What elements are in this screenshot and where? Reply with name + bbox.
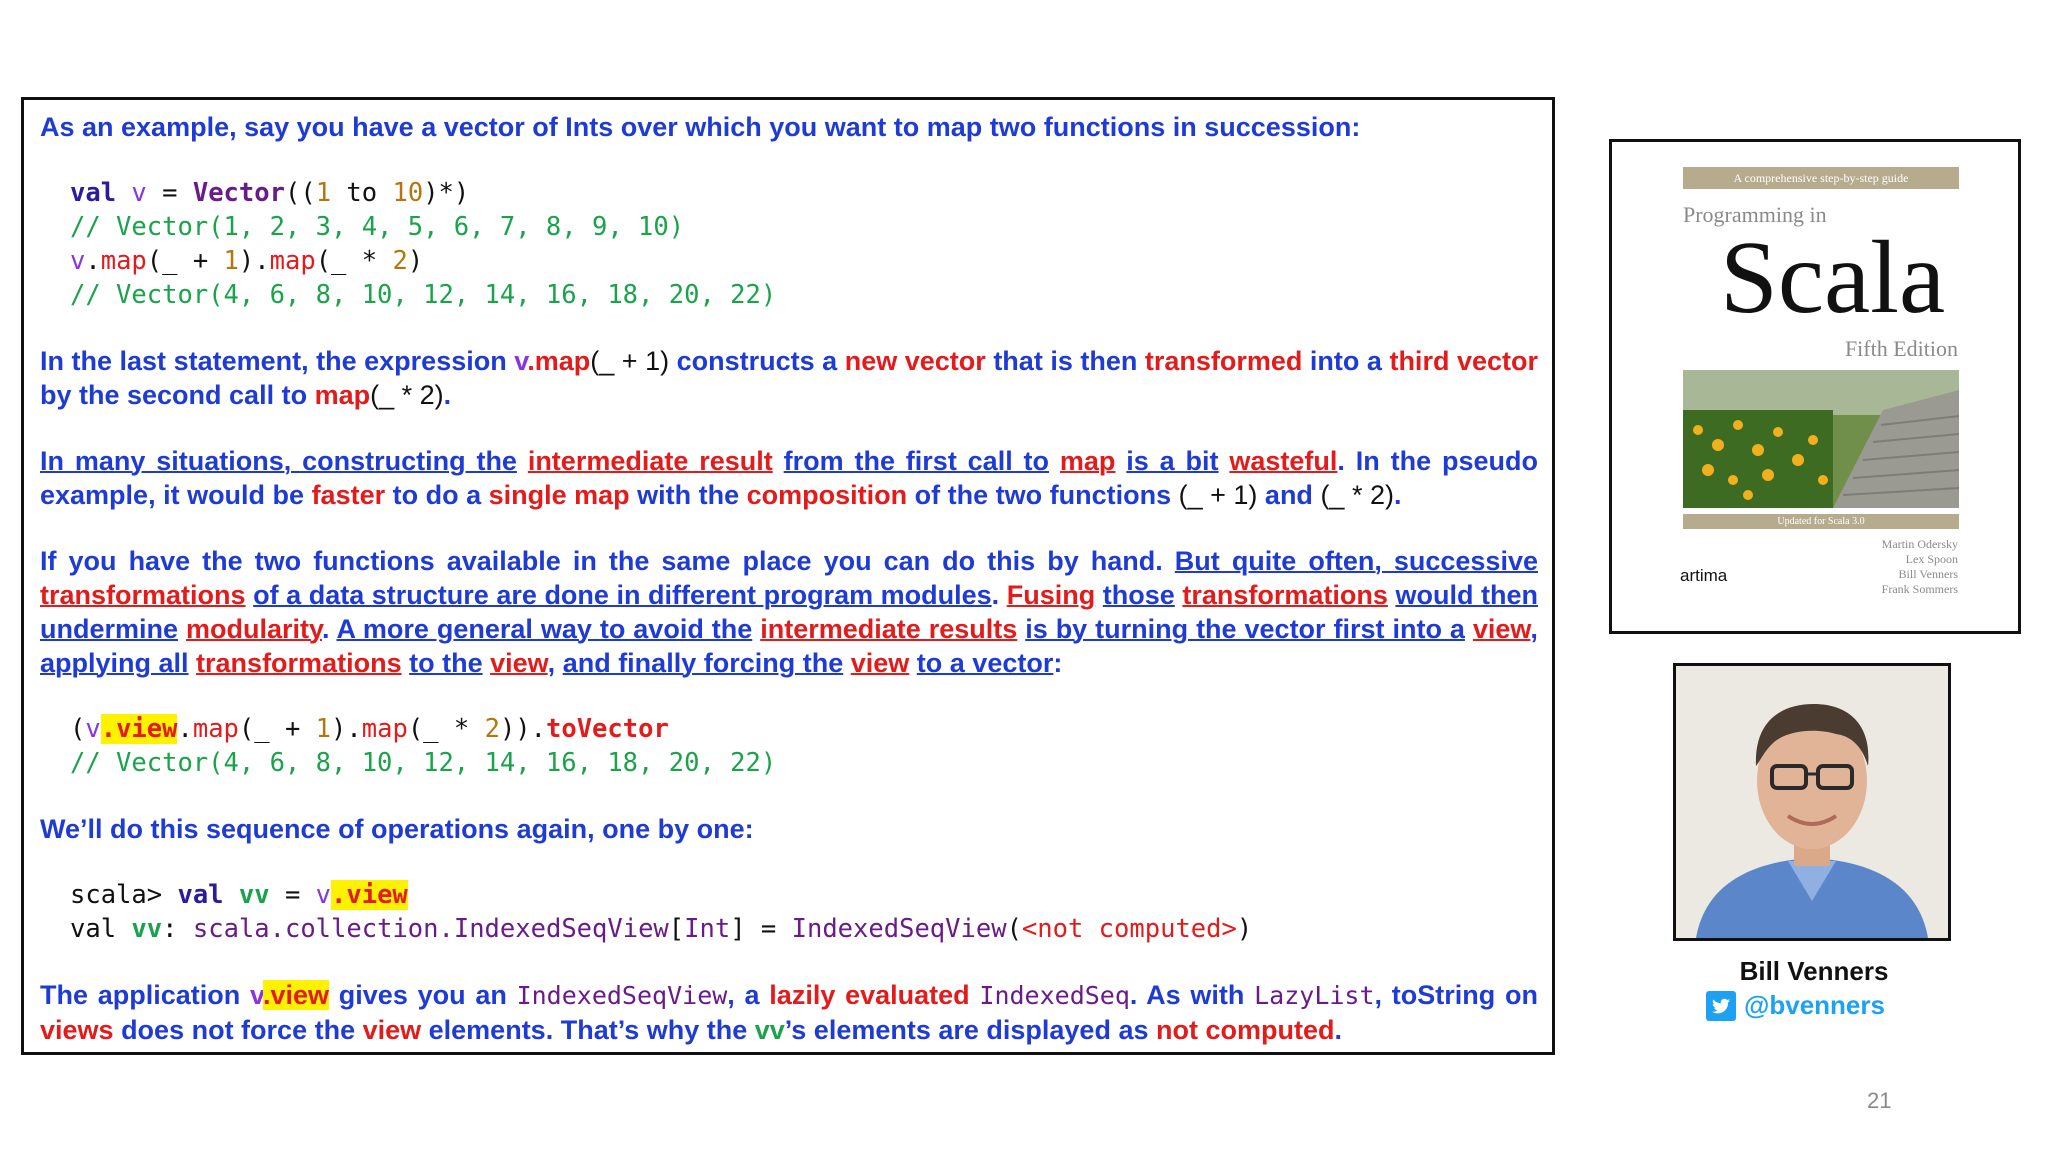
underlined-text: from the first call to <box>783 446 1050 476</box>
code-method: map <box>100 246 147 276</box>
twitter-icon <box>1706 991 1736 1021</box>
code-text: (( <box>284 178 316 208</box>
code-text: . <box>85 246 101 276</box>
text: and <box>1257 480 1321 510</box>
underlined-text: A more general way to avoid the <box>336 614 753 644</box>
book-banner: A comprehensive step-by-step guide <box>1683 167 1959 189</box>
code-number: 1 <box>223 246 239 276</box>
text: , a <box>727 980 770 1010</box>
book-updated-band: Updated for Scala 3.0 <box>1683 514 1959 529</box>
code-comment: // Vector(4, 6, 8, 10, 12, 14, 16, 18, 20, 22) <box>70 280 777 310</box>
code-type: IndexedSeqView <box>791 914 1007 944</box>
underlined-text: would then undermine <box>40 580 1538 644</box>
emphasis: intermediate results <box>760 614 1018 644</box>
book-author: Lex Spoon <box>1905 552 1958 566</box>
code-var: v <box>131 178 147 208</box>
underlined-text: is a bit <box>1126 446 1219 476</box>
inline-type: IndexedSeq <box>979 981 1130 1010</box>
inline-type: LazyList <box>1254 981 1375 1010</box>
underlined-text: of a data structure are done in different program modules <box>253 580 992 610</box>
underlined-text: applying all <box>40 648 189 678</box>
book-author: Bill Venners <box>1898 567 1958 581</box>
code-highlighted-view: .view <box>331 880 408 910</box>
emphasis: map <box>1059 446 1116 476</box>
code-number: 1 <box>315 178 332 208</box>
code-number: 2 <box>484 714 500 744</box>
emphasis: transformations <box>40 580 246 610</box>
intro-paragraph: As an example, say you have a vector of Ints over which you want to map two functions in succession: <box>40 112 1361 142</box>
code-highlighted-view: .view <box>100 714 178 744</box>
text: , <box>1530 614 1538 644</box>
text: with the <box>629 480 747 510</box>
code-block-vector-map <box>70 176 1538 312</box>
emphasis: new vector <box>844 346 986 376</box>
code-var: v <box>85 714 101 744</box>
inline-args: (_ * 2) <box>1320 480 1394 510</box>
code-text: to <box>331 178 393 208</box>
emphasis: view <box>1472 614 1531 644</box>
underlined-text: In many situations, constructing the <box>40 446 517 476</box>
text: that is then <box>985 346 1145 376</box>
text: If you have the two functions available in the same place you can do this by hand. <box>40 546 1175 576</box>
underlined-text: to a vector <box>916 648 1054 678</box>
page-number: 21 <box>1867 1088 1892 1113</box>
code-text: ) <box>1236 914 1253 944</box>
code-comment: // Vector(1, 2, 3, 4, 5, 6, 7, 8, 9, 10) <box>70 212 685 242</box>
emphasis: single map <box>488 480 630 510</box>
inline-args: (_ + 1) <box>590 346 670 376</box>
code-number: 2 <box>392 246 408 276</box>
inline-args: (_ * 2) <box>370 380 444 410</box>
emphasis: Fusing <box>1006 580 1096 610</box>
code-comment: // Vector(4, 6, 8, 10, 12, 14, 16, 18, 20, 22) <box>70 748 777 778</box>
text: The application <box>40 980 250 1010</box>
text: gives you an <box>329 980 517 1010</box>
emphasis: modularity <box>185 614 322 644</box>
code-number: 1 <box>315 714 332 744</box>
emphasis: views <box>40 1015 114 1045</box>
author-name: Bill Venners <box>1739 956 1889 986</box>
book-author: Frank Sommers <box>1881 582 1958 596</box>
inline-var: vv <box>754 1015 785 1045</box>
emphasis: view <box>490 648 548 678</box>
sequence-paragraph: We’ll do this sequence of operations again, one by one: <box>40 814 754 844</box>
book-cover-photo <box>1683 370 1959 508</box>
author-portrait <box>1673 663 1951 941</box>
book-author: Martin Odersky <box>1881 537 1958 551</box>
code-text: ] = <box>730 914 792 944</box>
text: ’s elements are displayed as <box>784 1015 1156 1045</box>
code-method: map <box>192 714 239 744</box>
code-var: vv <box>223 880 270 910</box>
code-block-repl <box>70 878 1538 946</box>
code-var: vv <box>131 914 163 944</box>
text: . <box>1393 480 1402 510</box>
code-type: Int <box>684 914 731 944</box>
code-keyword: val <box>177 880 224 910</box>
code-text: ( <box>1006 914 1022 944</box>
code-var: v <box>315 880 332 910</box>
slide-content-box <box>21 97 1555 1055</box>
application-paragraph <box>40 978 1538 1047</box>
code-text: )). <box>499 714 546 744</box>
inline-method: .map <box>527 346 591 376</box>
code-text: ( <box>70 714 86 744</box>
code-text: ) <box>407 246 424 276</box>
inline-var: v <box>250 980 264 1010</box>
text: . <box>1334 1015 1342 1045</box>
emphasis: transformations <box>1182 580 1388 610</box>
code-text: )*) <box>423 178 470 208</box>
code-text: = <box>269 880 316 910</box>
code-var: v <box>70 246 86 276</box>
text: . <box>991 580 1007 610</box>
emphasis: intermediate result <box>527 446 773 476</box>
text: , toString on <box>1374 980 1538 1010</box>
book-title: Scala <box>1720 220 1946 335</box>
code-keyword: val <box>70 178 117 208</box>
emphasis: faster <box>311 480 386 510</box>
inline-var: v <box>514 346 528 376</box>
code-text: [ <box>668 914 685 944</box>
text: : <box>1053 648 1063 678</box>
code-method: map <box>361 714 408 744</box>
text: by the second call to <box>40 380 315 410</box>
code-text: ). <box>238 246 270 276</box>
text: into a <box>1302 346 1390 376</box>
twitter-handle-row[interactable] <box>1706 990 1885 1021</box>
text: elements. That’s why the <box>421 1015 755 1045</box>
text: . In the pseudo example, it would be <box>40 446 1538 510</box>
book-subtitle: Programming in <box>1683 202 1827 227</box>
text <box>970 980 980 1010</box>
code-prompt: scala> <box>70 880 178 910</box>
text: . <box>322 614 337 644</box>
emphasis: not computed <box>1155 1015 1335 1045</box>
underlined-text: But quite often, successive <box>1174 546 1538 576</box>
emphasis: lazily evaluated <box>769 980 970 1010</box>
code-text: : <box>162 914 193 944</box>
emphasis: transformed <box>1144 346 1303 376</box>
text: does not force the <box>113 1015 363 1045</box>
text: constructs a <box>669 346 845 376</box>
code-text: val <box>70 914 132 944</box>
book-publisher: artima <box>1680 566 1728 585</box>
code-block-view-map <box>70 712 1538 780</box>
inline-args: (_ + 1) <box>1178 480 1258 510</box>
text: . As with <box>1129 980 1255 1010</box>
text: , <box>547 648 563 678</box>
author-portrait-image <box>1676 666 1948 938</box>
code-text: (_ * <box>407 714 485 744</box>
code-type: scala.collection.IndexedSeqView <box>192 914 669 944</box>
underlined-text: those <box>1102 580 1175 610</box>
view-paragraph <box>40 544 1538 680</box>
emphasis: composition <box>746 480 908 510</box>
code-method: map <box>269 246 316 276</box>
text: In the last statement, the expression <box>40 346 515 376</box>
text: of the two functions <box>907 480 1179 510</box>
text: . <box>443 380 452 410</box>
inline-highlighted-view: .view <box>263 980 330 1010</box>
expression-paragraph <box>40 344 1538 412</box>
code-method: toVector <box>546 714 669 744</box>
emphasis: third vector <box>1389 346 1538 376</box>
code-text: = <box>146 178 193 208</box>
code-text: ). <box>331 714 362 744</box>
inline-method: map <box>314 380 371 410</box>
twitter-handle[interactable]: @bvenners <box>1744 990 1885 1020</box>
code-text: (_ + <box>238 714 316 744</box>
code-text: (_ + <box>146 246 224 276</box>
underlined-text: to the <box>409 648 483 678</box>
underlined-text: is by turning the vector first into a <box>1025 614 1465 644</box>
inline-type: IndexedSeqView <box>516 981 728 1010</box>
book-edition: Fifth Edition <box>1844 336 1958 361</box>
book-authors <box>1882 537 1958 597</box>
code-not-computed: <not computed> <box>1021 914 1237 944</box>
underlined-text: and finally forcing the <box>562 648 844 678</box>
code-number: 10 <box>392 178 424 208</box>
code-type: Vector <box>192 178 285 208</box>
code-text: (_ * <box>315 246 393 276</box>
emphasis: wasteful <box>1229 446 1338 476</box>
wasteful-paragraph <box>40 444 1538 512</box>
emphasis: view <box>850 648 910 678</box>
book-cover <box>1609 139 2021 634</box>
text: to do a <box>385 480 489 510</box>
code-text: . <box>177 714 193 744</box>
emphasis: view <box>362 1015 422 1045</box>
emphasis: transformations <box>196 648 402 678</box>
